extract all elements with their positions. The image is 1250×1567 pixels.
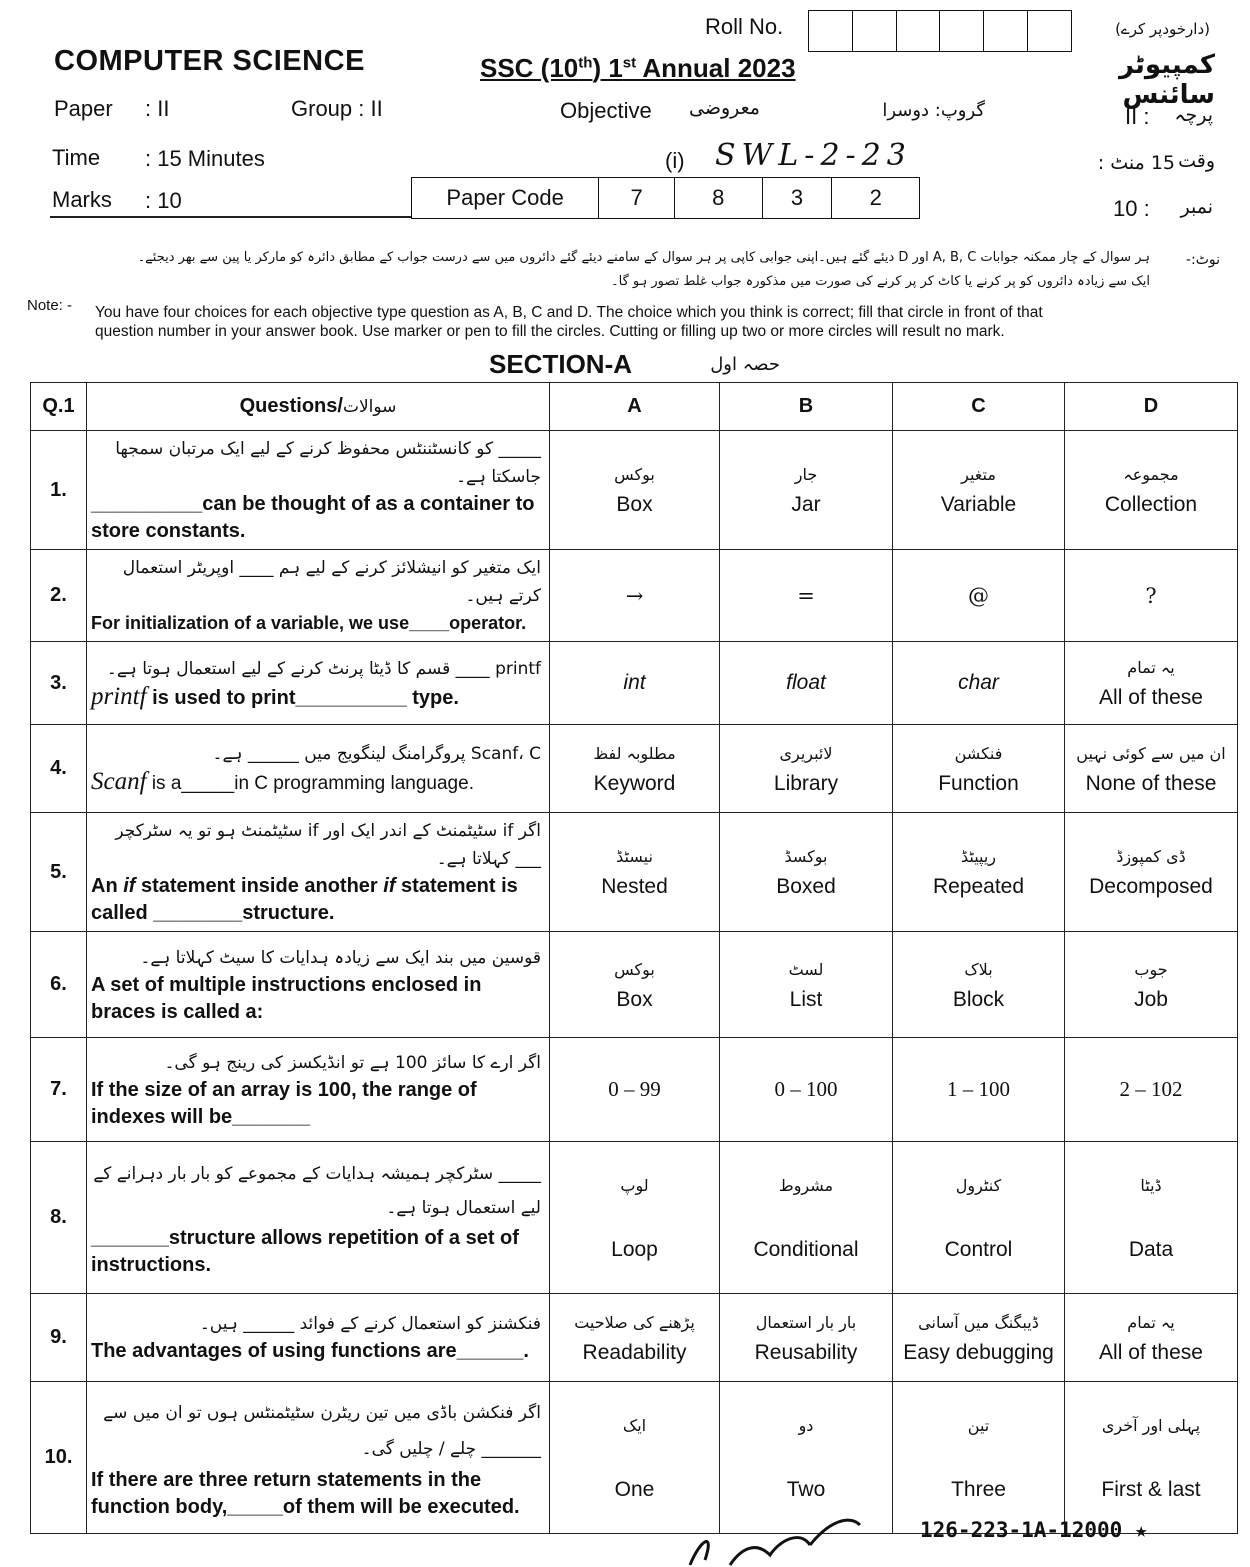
question-english: statement is called ________structure.	[91, 875, 518, 924]
question-urdu: اگر if سٹیٹمنٹ کے اندر ایک اور if سٹیٹمنٹ ہو تو یہ سٹرکچر ___ کہلاتا ہے۔	[115, 821, 541, 869]
code-keyword: if	[123, 875, 136, 897]
option-english: Loop	[611, 1237, 658, 1261]
option-b[interactable]	[720, 1294, 893, 1382]
option-urdu: مشروط	[778, 1175, 834, 1195]
option-urdu: ڈیٹا	[1140, 1175, 1162, 1195]
header-questions-ur: سوالات	[342, 397, 397, 417]
question-english: A set of multiple instructions enclosed in braces is called a:	[91, 973, 482, 1023]
table-row	[31, 431, 1238, 550]
table-row	[31, 1142, 1238, 1294]
option-b[interactable]: =	[720, 550, 893, 642]
question-cell	[87, 431, 550, 550]
marks-label: Marks	[52, 187, 112, 212]
option-urdu: بوکسڈ	[784, 847, 828, 866]
question-urdu: قوسین میں بند ایک سے زیادہ ہدایات کا سیٹ کہلاتا ہے۔	[140, 947, 541, 968]
option-english: Function	[938, 771, 1019, 795]
option-english: All of these	[1099, 1340, 1203, 1364]
option-urdu: یہ تمام	[1127, 658, 1175, 677]
header-b: B	[720, 383, 893, 431]
option-a[interactable]	[550, 813, 720, 932]
option-d[interactable]	[1065, 1294, 1238, 1382]
question-number: 10.	[31, 1382, 87, 1534]
option-c[interactable]	[893, 1142, 1065, 1294]
question-number: 2.	[31, 550, 87, 642]
option-english: Job	[1134, 987, 1168, 1011]
table-row	[31, 1294, 1238, 1382]
question-english: _______structure allows repetition of a set of instructions.	[91, 1226, 519, 1276]
option-urdu: جار	[794, 465, 818, 484]
option-b[interactable]	[720, 725, 893, 813]
question-number: 6.	[31, 932, 87, 1038]
option-c[interactable]	[893, 1382, 1065, 1534]
option-a[interactable]	[550, 431, 720, 550]
option-urdu: بلاک	[964, 959, 993, 979]
option-d[interactable]	[1065, 431, 1238, 550]
option-d[interactable]	[1065, 932, 1238, 1038]
option-urdu: ریپیٹڈ	[960, 847, 997, 866]
option-urdu: لائبریری	[779, 743, 833, 763]
option-urdu: ان میں سے کوئی نہیں	[1076, 743, 1226, 763]
option-c[interactable]: @	[893, 550, 1065, 642]
option-english: Jar	[791, 493, 821, 516]
option-english: Two	[786, 1477, 826, 1501]
roll-digit-box[interactable]	[897, 11, 941, 51]
exam-title: SSC (10th) 1st Annual 2023	[480, 53, 796, 83]
option-urdu: فنکشن	[954, 743, 1003, 763]
paper-urdu-value: II :	[1125, 104, 1150, 129]
header-q: Q.1	[31, 383, 87, 431]
code-keyword: printf	[91, 682, 147, 710]
option-b[interactable]	[720, 813, 893, 932]
paper-code-digit: 8	[675, 178, 763, 218]
question-urdu: ایک متغیر کو انیشلائز کرنے کے لیے ہم ____ اوپریٹر استعمال کرتے ہیں۔	[122, 558, 541, 606]
question-urdu: اگر فنکشن باڈی میں تین ریٹرن سٹیٹمنٹس ہوں تو ان میں سے _______ چلے / چلیں گی۔	[103, 1402, 541, 1459]
option-urdu: پڑھنے کی صلاحیت	[574, 1312, 695, 1332]
question-number: 1.	[31, 431, 87, 550]
handwritten-code: SWL-2-23	[715, 138, 912, 173]
option-english: Data	[1128, 1237, 1174, 1261]
note-urdu-line2: ایک سے زیادہ دائروں کو پر کرنے یا کاٹ کر پر کرنے کی صورت میں مذکورہ جواب غلط تصور ہو گا۔	[610, 274, 1150, 289]
option-urdu: یہ تمام	[1127, 1312, 1175, 1332]
header-c: C	[893, 383, 1065, 431]
table-row	[31, 813, 1238, 932]
question-urdu: فنکشنز کو استعمال کرنے کے فوائد ______ ہیں۔	[199, 1314, 541, 1334]
header-d: D	[1065, 383, 1238, 431]
footer-code: 126-223-1A-12000 ★	[920, 1518, 1148, 1542]
note-urdu-line1: ہر سوال کے چار ممکنہ جوابات A, B, C اور D دیئے گئے ہیں۔اپنی جوابی کاپی پر ہر سوال کے سامنے دیئے گئے دائروں میں سے درست جواب کے مطابق دائرہ کو مارکر یا پین سے بھر دیجئے۔	[137, 250, 1150, 265]
option-urdu: پہلی اور آخری	[1101, 1415, 1201, 1435]
group-urdu: گروپ: دوسرا	[882, 100, 985, 121]
question-english: An	[91, 875, 124, 897]
paper-urdu-label: پرچہ	[1174, 104, 1213, 126]
option-english: Variable	[940, 493, 1017, 516]
paper-code-digit: 7	[599, 178, 675, 218]
marks-value: : 10	[145, 188, 182, 213]
question-number: 9.	[31, 1294, 87, 1382]
option-urdu: لسٹ	[788, 959, 824, 979]
roll-digit-box[interactable]	[1028, 11, 1071, 51]
question-cell	[87, 813, 550, 932]
header-questions	[87, 383, 550, 431]
section-title-urdu: حصہ اول	[710, 354, 780, 375]
question-english: If there are three return statements in the function body,_____of them will be executed.	[91, 1468, 520, 1518]
paper-value: : II	[145, 96, 170, 121]
table-row	[31, 550, 1238, 642]
question-english: statement inside another	[135, 875, 384, 897]
code-keyword: if	[383, 875, 396, 897]
paper-code-digit: 2	[869, 185, 882, 210]
question-number: 8.	[31, 1142, 87, 1294]
option-a[interactable]	[550, 1294, 720, 1382]
questions-table	[30, 382, 1238, 1534]
note-en-line2: question number in your answer book. Use marker or pen to fill the circles. Cutting or filling up two or more circles will result no mark.	[95, 323, 1005, 340]
option-urdu: نیسٹڈ	[616, 847, 653, 866]
question-cell	[87, 550, 550, 642]
option-urdu: متغیر	[961, 465, 996, 484]
option-urdu: لوپ	[620, 1175, 649, 1195]
option-c[interactable]	[893, 813, 1065, 932]
question-number: 4.	[31, 725, 87, 813]
roll-digit-box[interactable]	[984, 11, 1028, 51]
option-english: Reusability	[754, 1340, 858, 1364]
option-english: Box	[616, 987, 653, 1011]
signature-scribble	[660, 1510, 870, 1567]
option-english: List	[789, 987, 823, 1011]
option-english: Block	[952, 987, 1005, 1011]
question-cell	[87, 1382, 550, 1534]
paper-label: Paper	[54, 96, 113, 121]
option-english: Three	[951, 1477, 1006, 1501]
roll-digit-box[interactable]	[853, 11, 897, 51]
question-english: __________can be thought of as a container to store constants.	[91, 493, 535, 542]
option-a[interactable]: →	[550, 550, 720, 642]
option-c[interactable]: char	[893, 642, 1065, 725]
option-d[interactable]	[1065, 1142, 1238, 1294]
roll-digit-box[interactable]	[809, 11, 853, 51]
question-cell	[87, 1294, 550, 1382]
table-row	[31, 1038, 1238, 1142]
header-questions-en: Questions/	[239, 395, 343, 417]
question-urdu: Scanf، C پروگرامنگ لینگویج میں ______ ہے۔	[212, 744, 541, 764]
option-urdu: ڈیبگنگ میں آسانی	[918, 1312, 1039, 1332]
question-urdu: اگر ارے کا سائز 100 ہے تو انڈیکسز کی رینج ہو گی۔	[164, 1052, 541, 1073]
option-a[interactable]: 0 – 99	[550, 1038, 720, 1142]
table-row	[31, 725, 1238, 813]
paper-code-box	[411, 177, 920, 219]
paper-code-digit: 3	[763, 178, 833, 218]
question-number: 5.	[31, 813, 87, 932]
option-urdu: ڈی کمپوزڈ	[1116, 847, 1186, 866]
option-b[interactable]	[720, 1142, 893, 1294]
option-english: Readability	[582, 1340, 687, 1364]
subject-title: COMPUTER SCIENCE	[54, 45, 365, 77]
option-urdu: بار بار استعمال	[755, 1312, 857, 1332]
option-d[interactable]: 2 – 102	[1065, 1038, 1238, 1142]
option-english: First & last	[1101, 1477, 1201, 1501]
option-a[interactable]	[550, 1142, 720, 1294]
option-d[interactable]: ?	[1065, 550, 1238, 642]
header-a: A	[550, 383, 720, 431]
marks-urdu-value: 10 :	[1113, 196, 1150, 221]
option-d[interactable]	[1065, 725, 1238, 813]
paper-code-label: Paper Code	[412, 178, 599, 218]
option-urdu: مجموعہ	[1123, 465, 1179, 484]
option-english: Library	[773, 771, 839, 795]
option-english: Box	[616, 493, 653, 516]
roll-no-label: Roll No.	[705, 14, 784, 39]
table-row	[31, 1382, 1238, 1534]
option-c[interactable]	[893, 932, 1065, 1038]
table-row	[31, 642, 1238, 725]
option-english: Nested	[601, 875, 668, 898]
option-english: All of these	[1099, 686, 1203, 709]
time-value: : 15 Minutes	[145, 146, 265, 171]
note-urdu-label: نوٹ:-	[1185, 252, 1220, 268]
option-english: Control	[944, 1237, 1013, 1261]
question-number: 7.	[31, 1038, 87, 1142]
question-urdu: _____ سٹرکچر ہمیشہ ہدایات کے مجموعے کو بار بار دہرانے کے لیے استعمال ہوتا ہے۔	[93, 1163, 541, 1218]
option-urdu: کنٹرول	[955, 1175, 1002, 1195]
option-urdu: ایک	[622, 1415, 647, 1435]
question-cell	[87, 932, 550, 1038]
code-keyword: Scanf	[91, 768, 147, 795]
question-cell	[87, 725, 550, 813]
table-row	[31, 932, 1238, 1038]
table-header-row	[31, 383, 1238, 431]
roll-digit-box[interactable]	[940, 11, 984, 51]
option-english: One	[614, 1477, 655, 1501]
option-english: Keyword	[593, 771, 676, 795]
option-urdu: مطلوبہ لفظ	[593, 743, 676, 763]
roll-no-urdu: (دارخودپر کرے)	[1115, 20, 1210, 38]
time-urdu-label: وقت	[1178, 150, 1215, 172]
section-title: SECTION-A	[489, 349, 632, 379]
option-d[interactable]	[1065, 642, 1238, 725]
subject-title-urdu: کمپیوٹر سائنس	[1118, 50, 1215, 110]
option-d[interactable]	[1065, 813, 1238, 932]
option-english: Easy debugging	[903, 1340, 1054, 1364]
option-b[interactable]	[720, 431, 893, 550]
option-c[interactable]	[893, 1294, 1065, 1382]
question-cell	[87, 1142, 550, 1294]
option-urdu: تین	[967, 1415, 990, 1435]
option-english: Decomposed	[1089, 875, 1213, 898]
option-english: Conditional	[753, 1237, 859, 1261]
option-a[interactable]	[550, 725, 720, 813]
group-label: Group : II	[291, 96, 383, 121]
question-english: is used to print__________ type.	[146, 686, 459, 709]
question-number: 3.	[31, 642, 87, 725]
option-b[interactable]: 0 – 100	[720, 1038, 893, 1142]
option-urdu: بوکس	[614, 465, 655, 484]
question-cell	[87, 642, 550, 725]
question-english: The advantages of using functions are______.	[91, 1340, 529, 1362]
question-english: is a_____in C programming language.	[146, 773, 474, 794]
option-a[interactable]: int	[550, 642, 720, 725]
option-english: Collection	[1104, 493, 1198, 516]
option-a[interactable]	[550, 932, 720, 1038]
question-urdu: printf ____ قسم کا ڈیٹا پرنٹ کرنے کے لیے استعمال ہوتا ہے۔	[106, 658, 541, 679]
question-cell	[87, 1038, 550, 1142]
option-urdu: بوکس	[614, 959, 655, 979]
note-en-label: Note: -	[27, 297, 73, 314]
option-urdu: جوب	[1134, 959, 1168, 979]
option-b[interactable]	[720, 932, 893, 1038]
option-urdu: دو	[798, 1415, 814, 1435]
note-en-line1: You have four choices for each objective type question as A, B, C and D. The choice which you think is correct; fill that circle in front of that	[95, 304, 1043, 321]
option-c[interactable]: 1 – 100	[893, 1038, 1065, 1142]
option-english: None of these	[1085, 771, 1217, 795]
header-underline	[50, 216, 412, 218]
option-english: Repeated	[932, 875, 1025, 898]
objective-label: Objective	[560, 98, 652, 123]
question-english: If the size of an array is 100, the range of indexes will be_______	[91, 1078, 477, 1128]
option-c[interactable]	[893, 431, 1065, 550]
time-urdu-value: 15 منٹ :	[1097, 152, 1175, 174]
version-label: (i)	[665, 148, 685, 173]
option-d[interactable]	[1065, 1382, 1238, 1534]
objective-urdu: معروضی	[689, 97, 760, 119]
time-label: Time	[52, 145, 101, 170]
question-urdu: _____ کو کانسٹننٹس محفوظ کرنے کے لیے ایک مرتبان سمجھا جاسکتا ہے۔	[115, 439, 541, 487]
option-b[interactable]: float	[720, 642, 893, 725]
question-english: For initialization of a variable, we use____operator.	[91, 613, 527, 633]
option-c[interactable]	[893, 725, 1065, 813]
roll-no-boxes[interactable]	[808, 10, 1072, 52]
option-english: Boxed	[776, 875, 836, 898]
marks-urdu-label: نمبر	[1180, 196, 1213, 218]
